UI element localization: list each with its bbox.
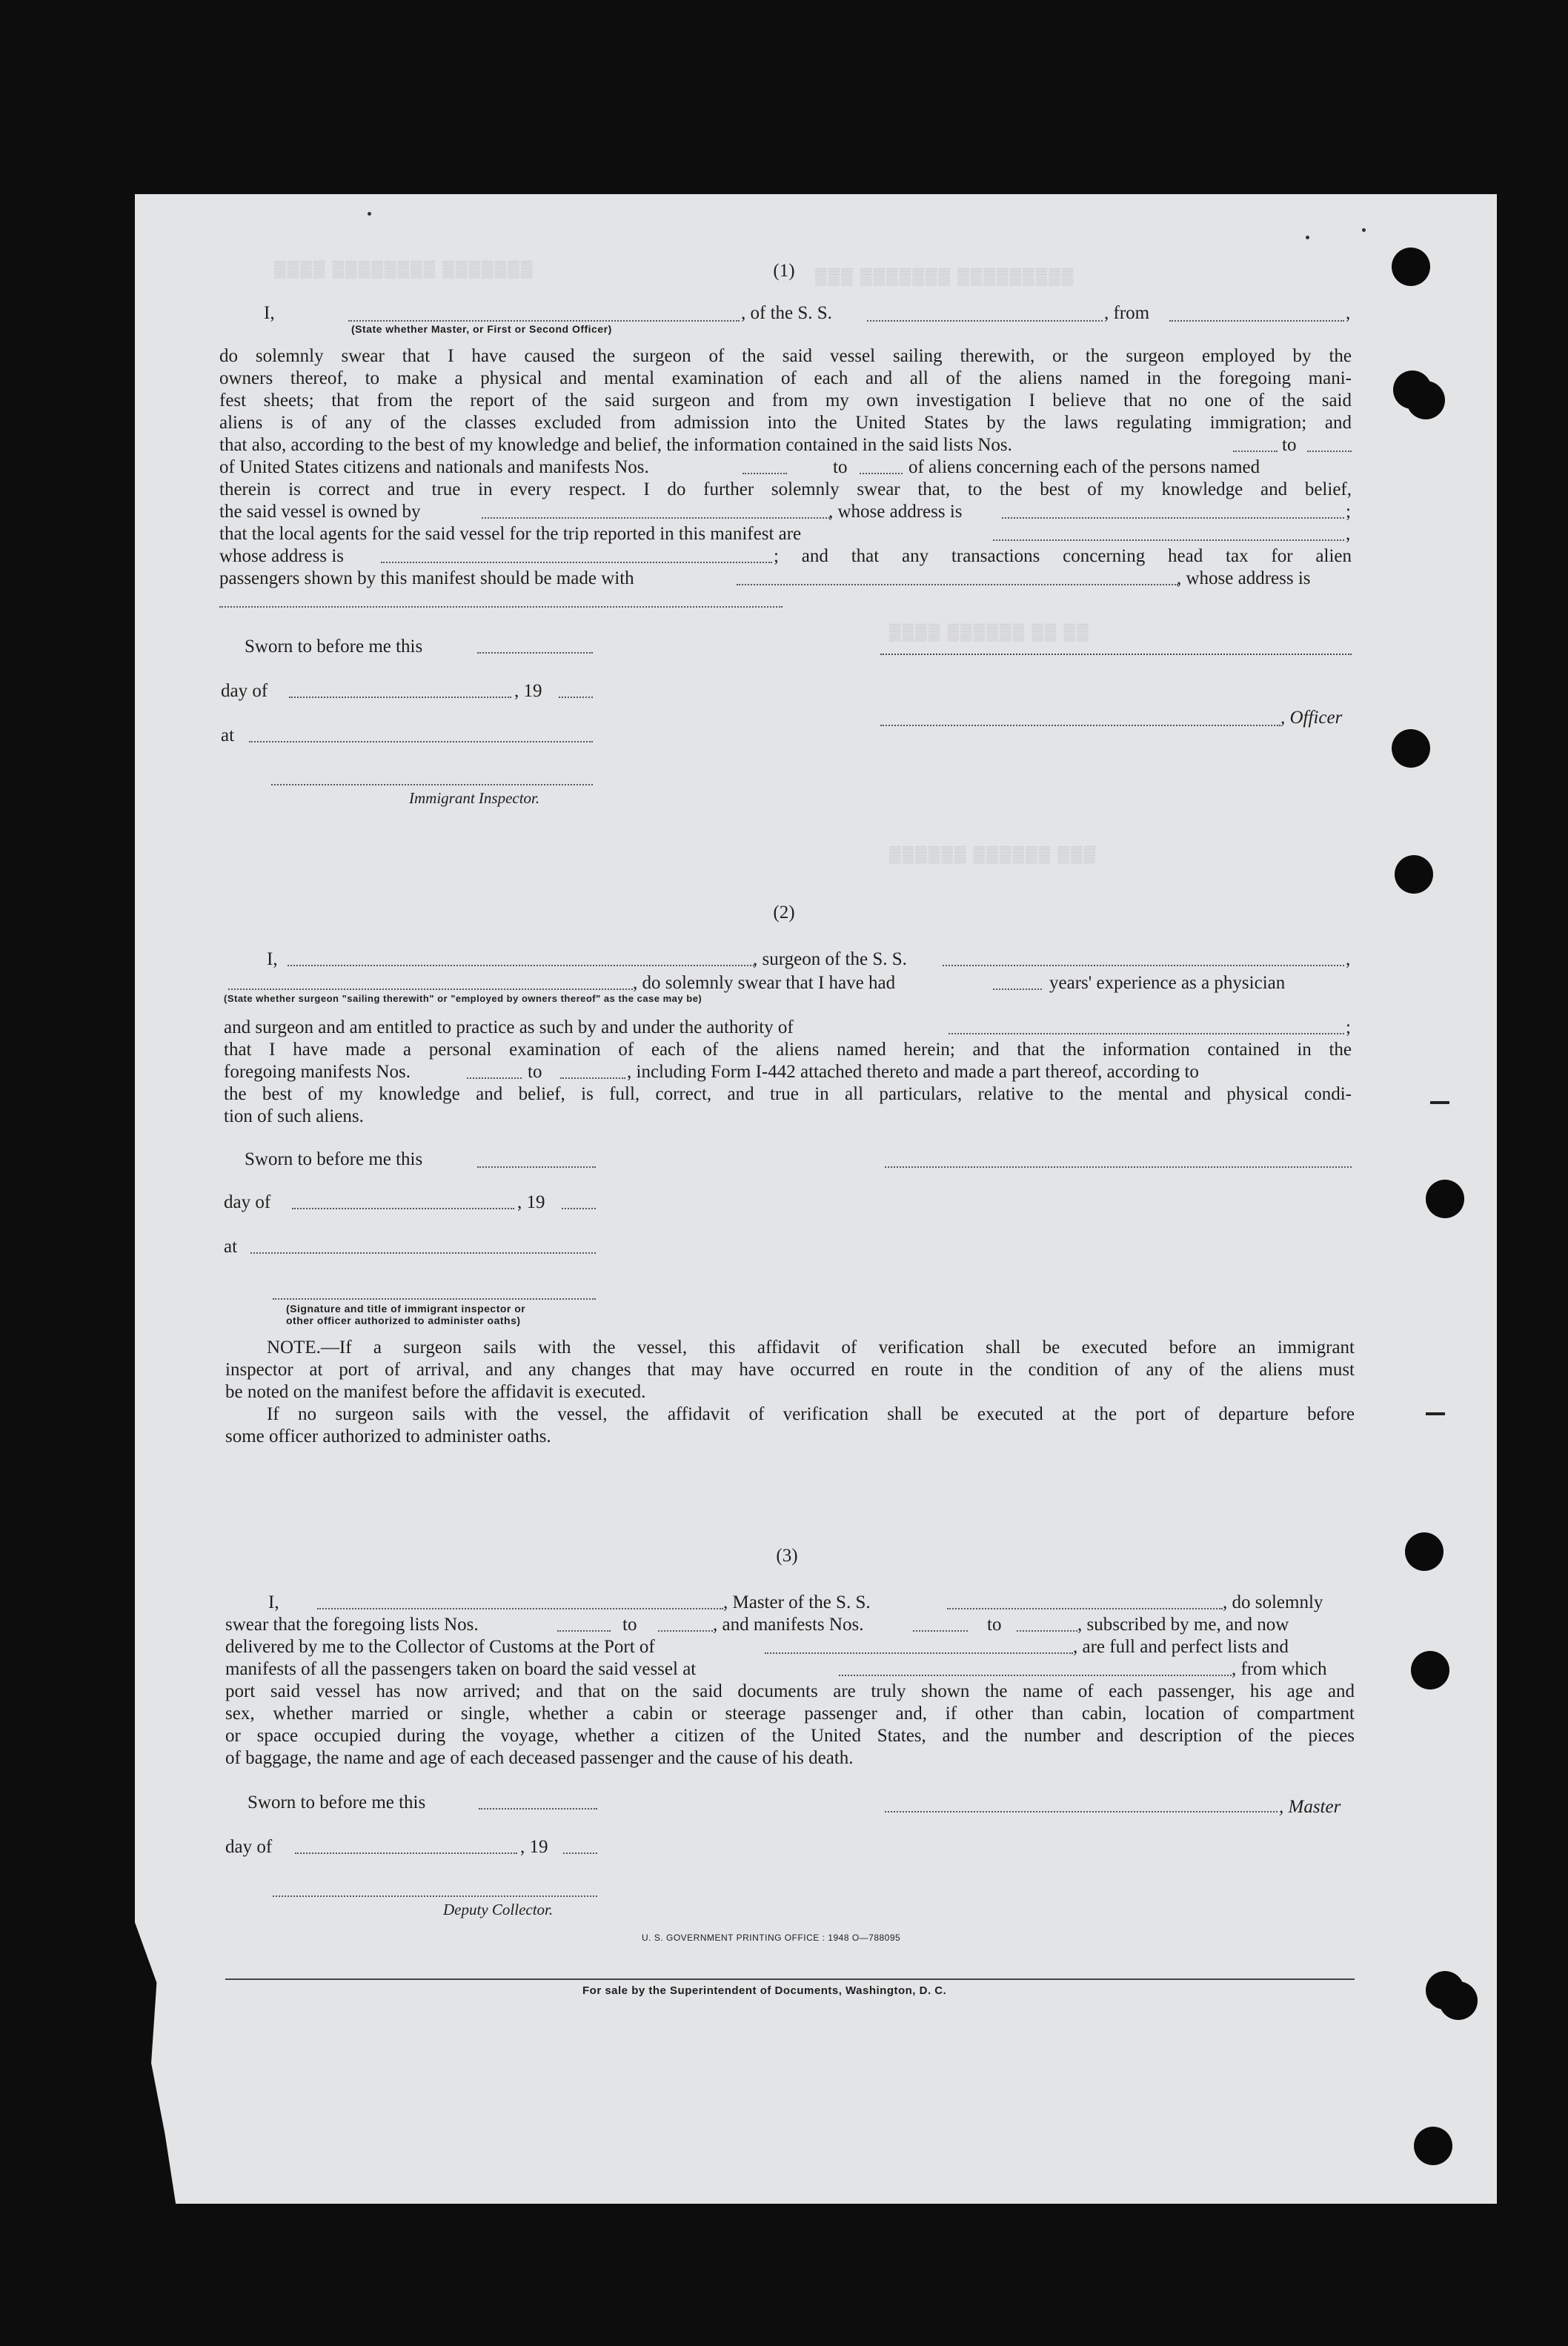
section-2-number: (2) xyxy=(773,903,795,923)
label: to xyxy=(833,457,848,477)
officer-line[interactable] xyxy=(880,725,1280,726)
oath-paragraph-line: the best of my knowledge and belief, is full, correct, and true in all particulars, relative to the mental and physical condi- xyxy=(224,1084,1352,1104)
label: , xyxy=(1346,524,1351,544)
master-label: , Master xyxy=(1279,1797,1341,1817)
sworn-label: Sworn to before me this xyxy=(248,1792,426,1812)
field-s3-manifests-from[interactable] xyxy=(913,1630,968,1632)
field-s3-year[interactable] xyxy=(563,1852,597,1854)
note-line: NOTE.—If a surgeon sails with the vessel, this affidavit of verification shall be executed before an immigrant xyxy=(267,1338,1355,1358)
oath-paragraph-line: therein is correct and true in every respect. I do further solemnly swear that, to the best of my knowledge and belief, xyxy=(219,479,1352,499)
label: that also, according to the best of my knowledge and belief, the information contained in the said lists Nos. xyxy=(219,435,1012,455)
field-manifests-from[interactable] xyxy=(743,473,787,474)
field-year[interactable] xyxy=(559,697,593,698)
label: that the local agents for the said vessel for the trip reported in this manifest are xyxy=(219,524,802,544)
deputy-label: Deputy Collector. xyxy=(443,1901,554,1918)
surgeon-status-hint: (State whether surgeon "sailing therewith" or "employed by owners thereof" as the case may be) xyxy=(224,993,702,1004)
binder-hole xyxy=(1392,729,1430,768)
field-s2-at[interactable] xyxy=(250,1252,596,1254)
inspector-label: Immigrant Inspector. xyxy=(409,789,540,807)
field-lists-to[interactable] xyxy=(1307,451,1352,452)
bleed-through-text: ▒▒▒ ▒▒▒▒▒▒▒ ▒▒▒▒▒▒▒▒▒ xyxy=(815,267,1075,285)
printing-office-imprint: U. S. GOVERNMENT PRINTING OFFICE : 1948 O—788095 xyxy=(642,1933,901,1943)
section-3-number: (3) xyxy=(776,1546,798,1566)
label: to xyxy=(528,1062,542,1082)
label: , xyxy=(1346,949,1351,969)
signature-hint: other officer authorized to administer oaths) xyxy=(286,1315,521,1326)
day-label: day of xyxy=(225,1837,273,1857)
label: , subscribed by me, and now xyxy=(1077,1615,1289,1635)
sworn-label: Sworn to before me this xyxy=(245,1149,423,1169)
field-owner-address[interactable] xyxy=(1002,517,1344,519)
field-authority[interactable] xyxy=(949,1033,1344,1034)
label: , from which xyxy=(1232,1659,1327,1679)
binder-hole xyxy=(1414,2127,1452,2165)
edge-mark xyxy=(1430,1101,1449,1104)
field-s2-day[interactable] xyxy=(292,1208,514,1209)
field-vessel-name[interactable] xyxy=(867,320,1103,322)
at-label: at xyxy=(221,725,235,745)
surgeon-signature-line[interactable] xyxy=(885,1166,1352,1168)
label: to xyxy=(987,1615,1002,1635)
officer-signature-line[interactable] xyxy=(880,654,1352,655)
officer-label: , Officer xyxy=(1280,708,1343,728)
oath-paragraph-line: of baggage, the name and age of each deceased passenger and the cause of his death. xyxy=(225,1748,854,1768)
sale-notice: For sale by the Superintendent of Documents, Washington, D. C. xyxy=(582,1984,947,1997)
year-label: , 19 xyxy=(517,1192,545,1212)
field-day[interactable] xyxy=(289,697,511,698)
note-line: be noted on the manifest before the affidavit is executed. xyxy=(225,1382,646,1402)
binder-hole xyxy=(1395,855,1433,894)
oath-paragraph-line: aliens is of any of the classes excluded from admission into the United States by the laws regulating immigration; and xyxy=(219,413,1352,433)
field-boarding-port[interactable] xyxy=(839,1675,1232,1676)
label: foregoing manifests Nos. xyxy=(224,1062,411,1082)
oath-paragraph-line: or space occupied during the voyage, whether a citizen of the United States, and the number and description of the pieces xyxy=(225,1726,1355,1746)
label: of United States citizens and nationals and manifests Nos. xyxy=(219,457,649,477)
label: the said vessel is owned by xyxy=(219,502,421,522)
year-label: , 19 xyxy=(520,1837,548,1857)
field-head-tax-address[interactable] xyxy=(219,606,783,608)
field-s3-lists-to[interactable] xyxy=(658,1630,713,1632)
label: whose address is xyxy=(219,546,345,566)
field-local-agents[interactable] xyxy=(993,539,1344,541)
field-master-name[interactable] xyxy=(317,1608,723,1609)
field-manifests-to[interactable] xyxy=(860,473,903,474)
label: , Master of the S. S. xyxy=(723,1592,871,1612)
label: , and manifests Nos. xyxy=(713,1615,864,1635)
field-s3-manifests-to[interactable] xyxy=(1017,1630,1077,1632)
oath-paragraph-line: sex, whether married or single, whether a cabin or steerage passenger and, if other than cabin, location of compartment xyxy=(225,1704,1355,1724)
label: , xyxy=(1346,303,1351,323)
edge-mark xyxy=(1426,1412,1445,1415)
binder-hole xyxy=(1392,247,1430,286)
field-vessel-owner[interactable] xyxy=(482,517,830,519)
label: ; xyxy=(1346,1017,1351,1037)
label: years' experience as a physician xyxy=(1049,973,1286,993)
master-signature-line[interactable] xyxy=(885,1811,1278,1812)
at-label: at xyxy=(224,1237,238,1257)
bleed-through-text: ▒▒▒▒ ▒▒▒▒▒▒▒▒ ▒▒▒▒▒▒▒ xyxy=(274,259,534,278)
field-s3-lists-from[interactable] xyxy=(557,1630,611,1632)
inspector-signature-line[interactable] xyxy=(271,784,593,785)
footer-rule xyxy=(225,1978,1355,1980)
binder-hole xyxy=(1411,1651,1449,1689)
field-s3-day[interactable] xyxy=(295,1852,517,1854)
bleed-through-text: ▒▒▒▒ ▒▒▒▒▒▒ ▒▒ ▒▒ xyxy=(889,622,1090,641)
sworn-label: Sworn to before me this xyxy=(245,637,423,657)
label: I, xyxy=(268,1592,279,1612)
label: to xyxy=(1282,435,1297,455)
field-s2-sworn-date[interactable] xyxy=(477,1166,596,1168)
label: I, xyxy=(267,949,278,969)
signature-hint: (Signature and title of immigrant inspector or xyxy=(286,1303,526,1315)
label: , whose address is xyxy=(1177,568,1311,588)
label: , of the S. S. xyxy=(741,303,832,323)
section-1-number: (1) xyxy=(773,261,795,281)
label: manifests of all the passengers taken on board the said vessel at xyxy=(225,1659,697,1679)
label: to xyxy=(622,1615,637,1635)
oath-paragraph-line: tion of such aliens. xyxy=(224,1106,364,1126)
label: of aliens concerning each of the persons named xyxy=(908,457,1260,477)
label: and surgeon and am entitled to practice as such by and under the authority of xyxy=(224,1017,794,1037)
deputy-signature-line[interactable] xyxy=(273,1895,597,1897)
field-agents-address[interactable] xyxy=(381,562,772,563)
day-label: day of xyxy=(224,1192,271,1212)
label: , whose address is xyxy=(828,502,963,522)
field-lists-from[interactable] xyxy=(1233,451,1278,452)
field-port-of-delivery[interactable] xyxy=(765,1652,1073,1654)
note-line: If no surgeon sails with the vessel, the affidavit of verification shall be executed at the port of departure before xyxy=(267,1404,1355,1424)
label: , from xyxy=(1104,303,1150,323)
field-s2-year[interactable] xyxy=(562,1208,596,1209)
oath-paragraph-line: fest sheets; that from the report of the said surgeon and from my own investigation I believe that no one of the said xyxy=(219,391,1352,411)
rank-hint: (State whether Master, or First or Second Officer) xyxy=(351,323,612,335)
field-officer-rank[interactable] xyxy=(348,320,740,322)
oath-paragraph-line: that I have made a personal examination of each of the aliens named herein; and that the information contained in the xyxy=(224,1040,1352,1060)
label: delivered by me to the Collector of Customs at the Port of xyxy=(225,1637,655,1657)
binder-hole xyxy=(1405,1532,1444,1571)
field-s2-manifests-to[interactable] xyxy=(560,1077,625,1079)
oath-paragraph-line: port said vessel has now arrived; and that on the said documents are truly shown the name of each passenger, his age and xyxy=(225,1681,1355,1701)
field-years-experience[interactable] xyxy=(993,988,1042,990)
field-s2-vessel[interactable] xyxy=(943,965,1344,966)
field-head-tax-party[interactable] xyxy=(737,584,1178,585)
note-line: some officer authorized to administer oaths. xyxy=(225,1426,551,1446)
oath-paragraph-line: do solemnly swear that I have caused the surgeon of the said vessel sailing therewith, or the surgeon employed by the xyxy=(219,346,1352,366)
note-line: inspector at port of arrival, and any changes that may have occurred en route in the condition of any of the aliens must xyxy=(225,1360,1355,1380)
field-s3-vessel[interactable] xyxy=(947,1608,1223,1609)
field-at[interactable] xyxy=(249,741,593,742)
field-from-port[interactable] xyxy=(1169,320,1344,322)
binder-hole xyxy=(1393,370,1432,409)
binder-hole xyxy=(1426,1180,1464,1218)
label: passengers shown by this manifest should be made with xyxy=(219,568,634,588)
year-label: , 19 xyxy=(514,681,542,701)
label: ; and that any transactions concerning head tax for alien xyxy=(774,546,1352,566)
label: , including Form I-442 attached thereto and made a part thereof, according to xyxy=(627,1062,1199,1082)
bleed-through-text: ▒▒▒▒▒▒ ▒▒▒▒▒▒ ▒▒▒ xyxy=(889,845,1097,863)
label: , do solemnly swear that I have had xyxy=(633,973,896,993)
field-sworn-date[interactable] xyxy=(477,652,593,654)
day-label: day of xyxy=(221,681,268,701)
binder-hole xyxy=(1426,1971,1464,2010)
field-surgeon-name[interactable] xyxy=(288,965,754,966)
label: , are full and perfect lists and xyxy=(1073,1637,1289,1657)
s2-official-signature-line[interactable] xyxy=(273,1298,596,1300)
label: I, xyxy=(264,303,275,323)
field-s3-sworn-date[interactable] xyxy=(479,1808,597,1810)
label: swear that the foregoing lists Nos. xyxy=(225,1615,479,1635)
field-s2-manifests-from[interactable] xyxy=(467,1077,522,1079)
oath-paragraph-line: owners thereof, to make a physical and mental examination of each and all of the aliens named in the foregoing mani- xyxy=(219,368,1352,388)
field-surgeon-status[interactable] xyxy=(228,988,633,990)
label: ; xyxy=(1346,502,1351,522)
label: , do solemnly xyxy=(1223,1592,1323,1612)
label: , surgeon of the S. S. xyxy=(753,949,907,969)
